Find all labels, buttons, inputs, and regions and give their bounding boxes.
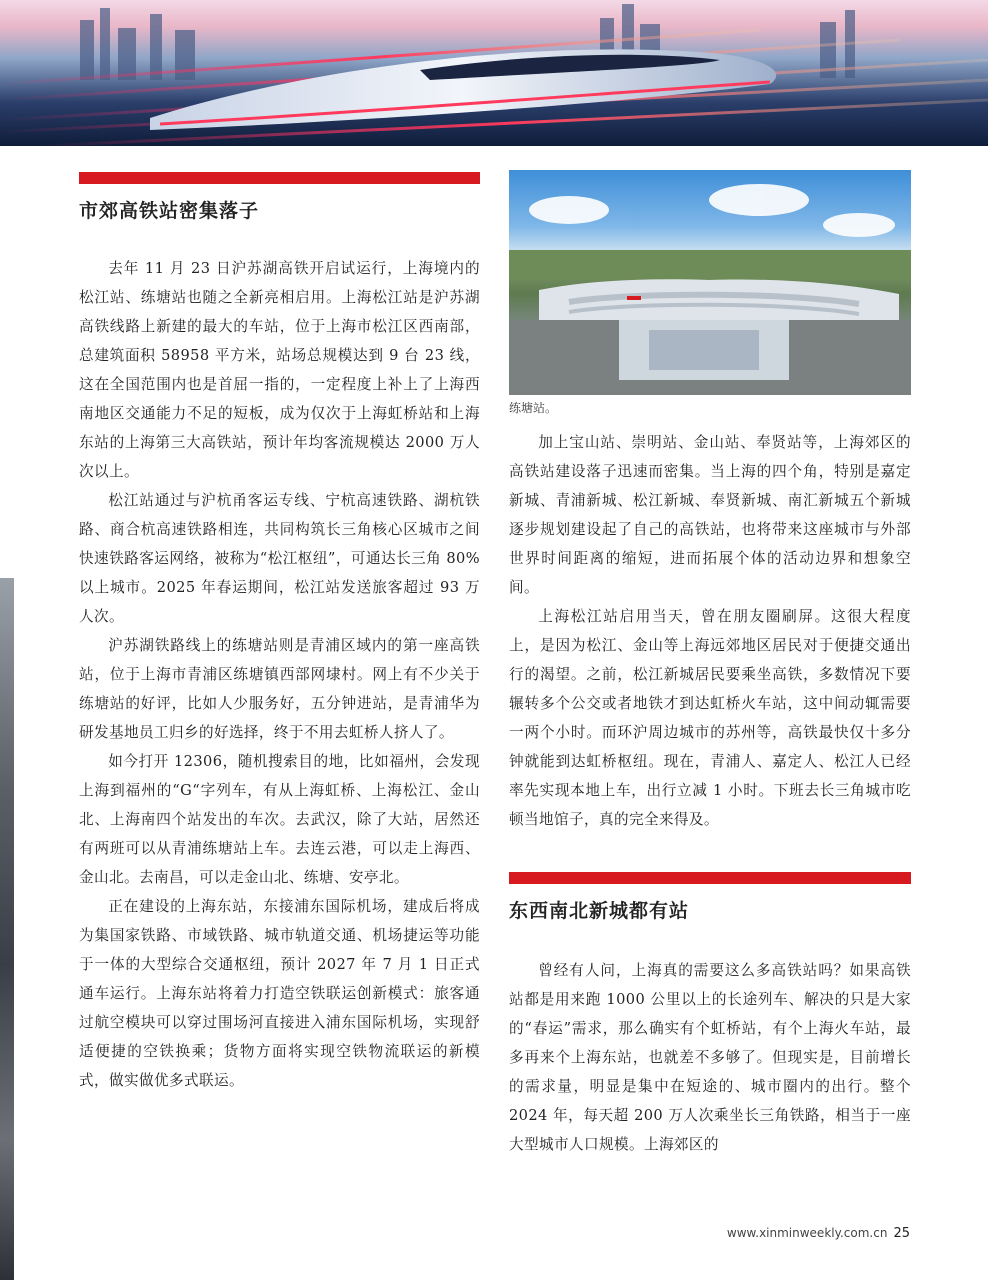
lianting-station-illustration <box>509 170 911 395</box>
right-column <box>509 170 911 1159</box>
section-heading: 市郊高铁站密集落子 <box>79 200 260 222</box>
section-red-bar <box>79 172 480 184</box>
body-paragraph: 上海松江站启用当天，曾在朋友圈刷屏。这很大程度上，是因为松江、金山等上海远郊地区居民对于便捷交通出行的渴望。之前，松江新城居民要乘坐高铁，多数情况下要辗转多个公交或者地铁才到达虹桥火车站，这中间动辄需要一两个小时。而环沪周边城市的苏州等，高铁最快仅十多分钟就能到达虹桥枢纽。现在，青浦人、嘉定人、松江人已经率先实现本地上车，出行立减 1 小时。下班去长三角城市吃顿当地馆子，真的完全来得及。 <box>509 608 911 828</box>
section-heading: 东西南北新城都有站 <box>509 900 690 922</box>
page-footer <box>700 1226 910 1241</box>
body-paragraph: 如今打开 12306，随机搜索目的地，比如福州，会发现上海到福州的“G“字列车，有从上海虹桥、上海松江、金山北、上海南四个站发出的车次。去武汉，除了大站，居然还有两班可以从青浦练塘站上车。去连云港，可以走上海西、金山北。去南昌，可以走金山北、练塘、安亭北。 <box>79 753 480 886</box>
section-red-bar <box>509 872 911 884</box>
header-banner-image <box>0 0 988 146</box>
footer-url: www.xinminweekly.com.cn <box>726 1226 888 1240</box>
photo-caption: 练塘站。 <box>509 401 558 415</box>
station-photo <box>509 170 911 395</box>
page-number: 25 <box>893 1226 910 1241</box>
train-illustration <box>0 0 988 146</box>
body-paragraph: 去年 11 月 23 日沪苏湖高铁开启试运行，上海境内的松江站、练塘站也随之全新亮相启用。上海松江站是沪苏湖高铁线路上新建的最大的车站，位于上海市松江区西南部，总建筑面积 58958 平方米，站场总规模达到 9 台 23 线，这在全国范围内也是首屈一指的，一定程度上补上了上海西南地区交通能力不足的短板，成为仅次于上海虹桥站和上海东站的上海第三大高铁站，预计年均客流规模达 2000 万人次以上。 <box>79 260 480 480</box>
body-paragraph: 松江站通过与沪杭甬客运专线、宁杭高速铁路、湖杭铁路、商合杭高速铁路相连，共同构筑长三角核心区城市之间快速铁路客运网络，被称为“松江枢纽”，可通达长三角 80% 以上城市。2025 年春运期间，松江站发送旅客超过 93 万人次。 <box>79 492 480 625</box>
body-paragraph: 曾经有人问，上海真的需要这么多高铁站吗？如果高铁站都是用来跑 1000 公里以上的长途列车、解决的只是大家的“春运”需求，那么确实有个虹桥站，有个上海火车站，最多再来个上海东站，也就差不多够了。但现实是，目前增长的需求量，明显是集中在短途的、城市圈内的出行。整个 2024 年，每天超 200 万人次乘坐长三角铁路，相当于一座大型城市人口规模。上海郊区的 <box>509 962 911 1153</box>
side-photo-strip <box>0 578 14 1280</box>
body-paragraph: 正在建设的上海东站，东接浦东国际机场，建成后将成为集国家铁路、市域铁路、城市轨道交通、机场捷运等功能于一体的大型综合交通枢纽，预计 2027 年 7 月 1 日正式通车运行。上海东站将着力打造空铁联运创新模式：旅客通过航空模块可以穿过围场河直接进入浦东国际机场，实现舒适便捷的空铁换乘；货物方面将实现空铁物流联运的新模式，做实做优多式联运。 <box>79 898 480 1089</box>
body-paragraph: 加上宝山站、崇明站、金山站、奉贤站等，上海郊区的高铁站建设落子迅速而密集。当上海的四个角，特别是嘉定新城、青浦新城、松江新城、奉贤新城、南汇新城五个新城逐步规划建设起了自己的高铁站，也将带来这座城市与外部世界时间距离的缩短，进而拓展个体的活动边界和想象空间。 <box>509 434 911 596</box>
body-paragraph: 沪苏湖铁路线上的练塘站则是青浦区域内的第一座高铁站，位于上海市青浦区练塘镇西部网埭村。网上有不少关于练塘站的好评，比如人少服务好，五分钟进站，是青浦华为研发基地员工归乡的好选择，终于不用去虹桥人挤人了。 <box>79 637 480 741</box>
left-column <box>79 172 480 1095</box>
